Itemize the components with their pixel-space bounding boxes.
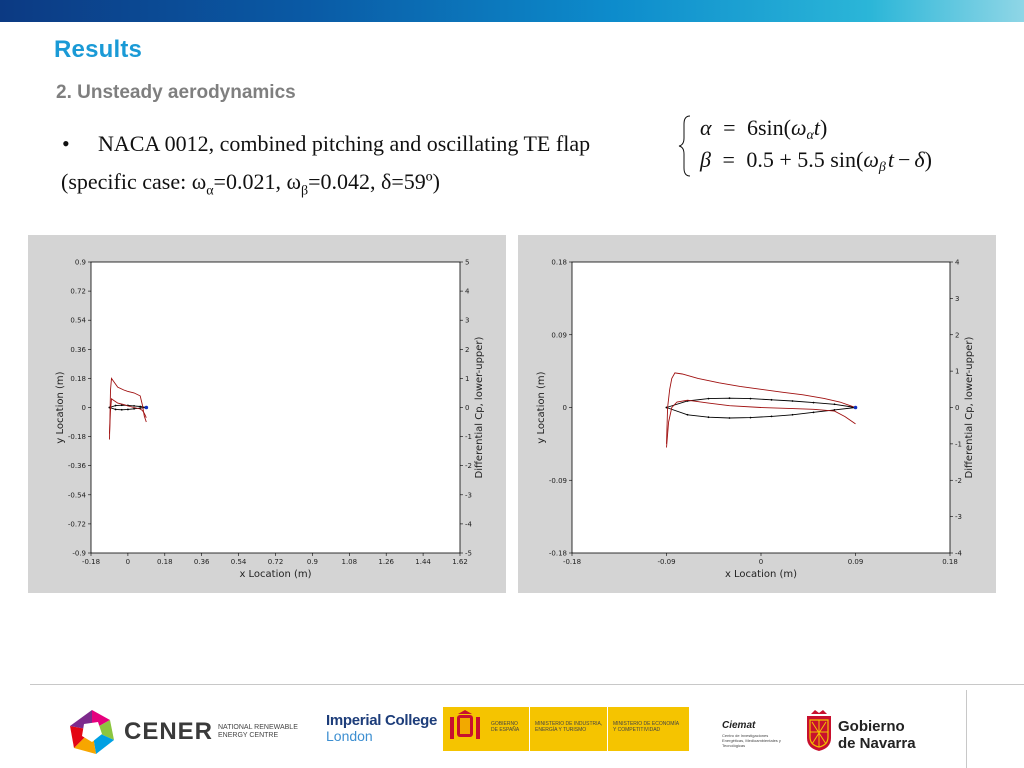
series-point [666, 407, 668, 409]
series-point [750, 398, 752, 400]
chart-panel-right [518, 235, 996, 593]
x-tick-label: 0 [125, 558, 131, 566]
bullet-item [62, 131, 590, 157]
nrec-line1: NATIONAL RENEWABLE [218, 724, 298, 731]
series-point [121, 409, 123, 411]
navarra-wordmark [838, 718, 916, 752]
specific-case-text [61, 169, 440, 199]
nrec-line2: ENERGY CENTRE [218, 732, 279, 739]
x-tick-label: -0.09 [657, 558, 676, 566]
series-point [729, 417, 731, 419]
chart-panel-left [28, 235, 506, 593]
y-tick-label: -0.18 [548, 549, 567, 558]
y-tick-label: 0.9 [74, 258, 86, 267]
cener-logo-icon [66, 708, 118, 756]
navarra-line2: de Navarra [838, 735, 916, 752]
y2-tick-label: 5 [465, 258, 470, 267]
x-tick-label: 1.26 [378, 558, 394, 566]
series-point [115, 405, 117, 407]
series-point [834, 403, 836, 405]
imperial-line2: London [326, 728, 373, 744]
series-point [133, 408, 135, 410]
y-tick-label: -0.36 [67, 462, 86, 471]
x-tick-label: 0.36 [193, 558, 210, 566]
spain-min1-text: MINISTERIO DE INDUSTRIA, ENERGÍA Y TURISMO [535, 721, 603, 733]
x-tick-label: 1.62 [452, 558, 468, 566]
spec-open: (specific case: [61, 169, 192, 194]
y-tick-label: 0 [81, 404, 86, 412]
y2-tick-label: 0 [465, 404, 470, 412]
eq1-rhs: 6sin( [746, 115, 791, 140]
series-point [708, 398, 710, 400]
eq2-delta: δ [914, 147, 925, 172]
eq1-t: t [813, 115, 821, 140]
series-point [771, 399, 773, 401]
y-tick-label: 0.09 [551, 331, 567, 340]
y2-tick-label: 2 [465, 345, 470, 354]
series-point [687, 414, 689, 416]
bullet-text: NACA 0012, combined pitching and oscillating TE flap [98, 131, 591, 156]
y2-tick-label: 1 [465, 374, 470, 383]
x-tick-label: 0 [758, 558, 764, 566]
ciemat-subtext: Centro de Investigaciones Energéticas, Medioambientales y Tecnológicas [722, 733, 781, 748]
y-tick-label: -0.54 [67, 491, 86, 500]
series-point [813, 402, 815, 404]
eq2-omega: ω [863, 147, 879, 172]
x-axis-label: x Location (m) [724, 569, 798, 580]
series-point [771, 415, 773, 417]
spain-min2-text: MINISTERIO DE ECONOMÍA Y COMPETITIVIDAD [613, 721, 679, 733]
y2-tick-label: -2 [465, 462, 472, 471]
y-tick-label: 0 [562, 404, 567, 412]
eq1-equals: = [723, 115, 736, 140]
bullet-marker: • [62, 131, 70, 156]
y2-tick-label: -3 [955, 513, 962, 522]
y-tick-label: 0.72 [70, 287, 86, 296]
x-tick-label: 0.54 [230, 558, 247, 566]
y-tick-label: -0.72 [67, 520, 86, 529]
navarra-shield-icon [805, 708, 833, 752]
y2-tick-label: 3 [465, 316, 470, 325]
series-point [115, 409, 117, 411]
eq1-close: ) [820, 115, 828, 140]
slide-subtitle: 2. Unsteady aerodynamics [56, 82, 296, 103]
nrec-text [218, 724, 298, 740]
y2-tick-label: -1 [955, 440, 962, 449]
top-banner [0, 0, 1024, 22]
footer-vertical-divider [966, 690, 967, 768]
equation-svg [676, 110, 976, 182]
series-point [708, 416, 710, 418]
x-tick-label: 0.18 [942, 558, 958, 566]
y2-tick-label: -1 [465, 433, 472, 442]
x-tick-label: -0.18 [81, 558, 101, 566]
spec-omega-beta: ω [286, 169, 301, 194]
eq2-lhs: β [700, 147, 711, 172]
y2-tick-label: -5 [465, 549, 472, 558]
y-axis-label: y Location (m) [55, 371, 66, 444]
equation-system [676, 110, 976, 182]
slide-title: Results [54, 36, 143, 63]
y2-tick-label: -3 [465, 491, 472, 500]
eq2-rhs: 0.5 + 5.5 sin( [746, 147, 864, 172]
eq1-sub: α [806, 128, 814, 143]
y2-tick-label: 0 [955, 404, 960, 412]
eq1 [700, 115, 827, 143]
y2-tick-label: 4 [955, 258, 960, 267]
curly-brace-icon [679, 116, 690, 176]
series-point [127, 409, 129, 411]
eq1-lhs: α [700, 115, 712, 140]
y2-tick-label: -2 [955, 476, 962, 485]
imperial-line1: Imperial College [326, 712, 438, 729]
x-axis-label: x Location (m) [239, 569, 312, 580]
x-tick-label: 0.09 [847, 558, 864, 566]
spec-val-alpha: =0.021, [213, 169, 287, 194]
spec-sub-alpha: α [206, 183, 214, 199]
y-tick-label: -0.09 [548, 476, 567, 485]
trailing-edge-point [854, 406, 858, 410]
chart-right [518, 235, 996, 593]
x-tick-label: 1.08 [341, 558, 358, 566]
y2-axis-label: Differential Cp, lower-upper) [964, 336, 975, 479]
y-tick-label: 0.54 [70, 316, 86, 325]
x-tick-label: -0.18 [562, 558, 582, 566]
eq2-minus: − [897, 147, 911, 172]
spec-val-beta: =0.042, δ=59º) [308, 169, 440, 194]
y-axis-label: y Location (m) [536, 371, 547, 444]
trailing-edge-point [145, 406, 149, 410]
x-tick-label: 0.72 [267, 558, 284, 566]
spec-sub-beta: β [300, 183, 309, 199]
y-tick-label: 0.18 [70, 374, 86, 383]
eq2-equals: = [722, 147, 735, 172]
eq2 [699, 147, 932, 175]
y-tick-label: -0.18 [67, 433, 86, 442]
series-point [813, 411, 815, 413]
x-tick-label: 0.18 [157, 558, 173, 566]
y-tick-label: 0.18 [551, 258, 567, 267]
series-point [750, 417, 752, 419]
y2-tick-label: 3 [955, 294, 960, 303]
series-point [792, 414, 794, 416]
series-point [139, 406, 141, 408]
y2-axis-label: Differential Cp, lower-upper) [474, 336, 485, 479]
navarra-line1: Gobierno [838, 718, 905, 735]
y2-tick-label: 2 [955, 331, 960, 340]
y2-tick-label: -4 [955, 549, 962, 558]
series-point [792, 400, 794, 402]
eq2-close: ) [924, 147, 932, 172]
footer-divider [30, 684, 1024, 685]
series-point [834, 409, 836, 411]
x-tick-label: 0.9 [306, 558, 318, 566]
eq2-t: t [887, 147, 894, 172]
spain-government-logo [443, 707, 689, 751]
y2-tick-label: -4 [465, 520, 472, 529]
spain-gob-text: GOBIERNO DE ESPAÑA [491, 721, 520, 733]
y-tick-label: -0.9 [72, 549, 86, 558]
y2-tick-label: 4 [465, 287, 470, 296]
spain-coat-of-arms-icon [443, 707, 486, 751]
series-point [133, 405, 135, 407]
y-tick-label: 0.36 [70, 345, 86, 354]
spec-omega-alpha: ω [191, 169, 207, 194]
series-point [729, 397, 731, 399]
x-tick-label: 1.44 [415, 558, 431, 566]
cener-wordmark: CENER [124, 718, 214, 745]
eq2-sub: β [878, 160, 886, 175]
chart-left [28, 235, 506, 593]
eq1-omega: ω [790, 115, 807, 140]
ciemat-wordmark: Ciemat [722, 720, 756, 731]
y2-tick-label: 1 [955, 367, 960, 376]
